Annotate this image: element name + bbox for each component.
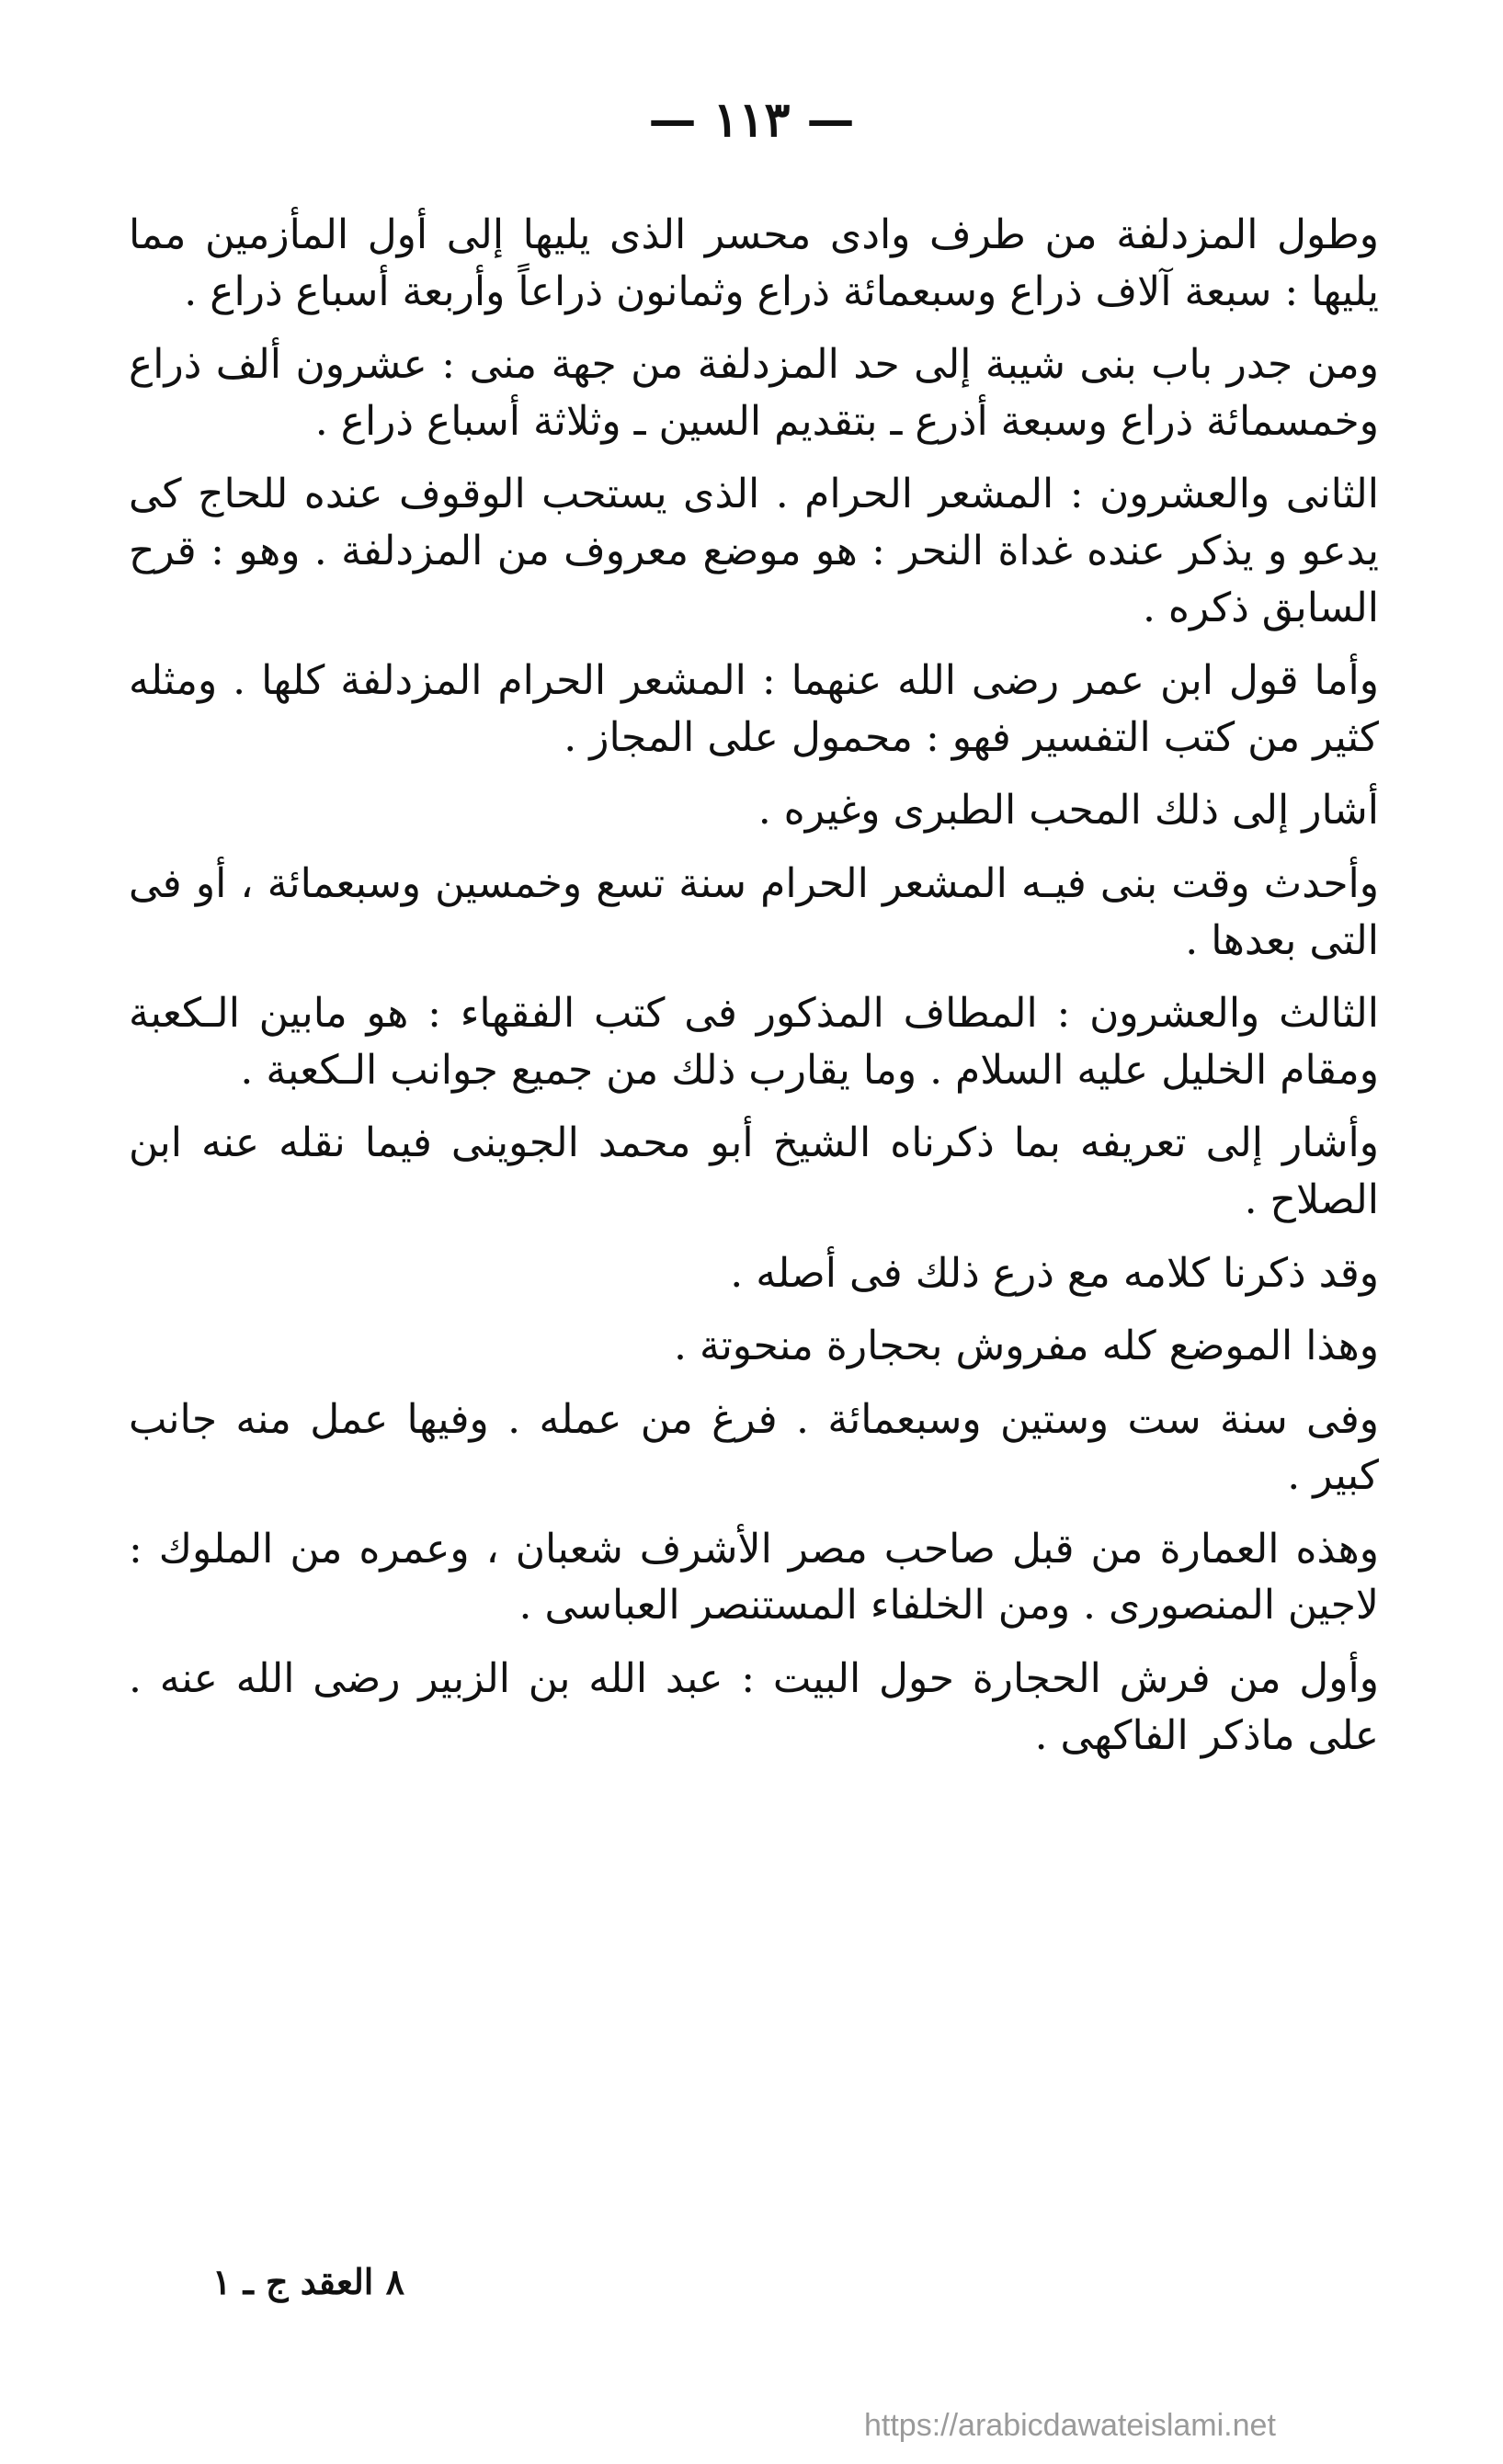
body-text (129, 207, 1379, 1780)
printer-signature: ٨ العقد ج ـ ١ (211, 2261, 404, 2302)
watermark-url: https://arabicdawateislami.net (864, 2408, 1276, 2443)
paragraph: وهذه العمارة من قبل صاحب مصر الأشرف شعبان ، وعمره من الملوك : لاجين المنصورى . ومن الخلفاء المستنصر العباسى . (129, 1525, 1379, 1629)
page-number: — ١١٣ — (648, 92, 855, 148)
paragraph: الثانى والعشرون : المشعر الحرام . الذى يستحب الوقوف عنده للحاج كى يدعو و يذكر عنده غداة النحر : هو موضع معروف من المزدلفة . وهو : قرح السابق ذكره . (129, 471, 1379, 631)
paragraph: وقد ذكرنا كلامه مع ذرع ذلك فى أصله . (730, 1249, 1379, 1297)
paragraph: وفى سنة ست وستين وسبعمائة . فرغ من عمله . وفيها عمل منه جانب كبير . (129, 1395, 1379, 1500)
paragraph: وهذا الموضع كله مفروش بحجارة منحوتة . (674, 1323, 1379, 1370)
paragraph: وأما قول ابن عمر رضى الله عنهما : المشعر الحرام المزدلفة كلها . ومثله كثير من كتب التفسير فهو : محمول على المجاز . (129, 657, 1379, 761)
paragraph: وأحدث وقت بنى فيـه المشعر الحرام سنة تسع وخمسين وسبعمائة ، أو فى التى بعدها . (129, 859, 1379, 964)
paragraph: وأول من فرش الحجارة حول البيت : عبد الله بن الزبير رضى الله عنه . على ماذكر الفاكهى . (129, 1655, 1379, 1759)
paragraph: وأشار إلى تعريفه بما ذكرناه الشيخ أبو محمد الجوينى فيما نقله عنه ابن الصلاح . (129, 1119, 1379, 1223)
paragraph: وطول المزدلفة من طرف وادى محسر الذى يليها إلى أول المأزمين مما يليها : سبعة آلاف ذراع وسبعمائة ذراع وثمانون ذراعاً وأربعة أسباع ذراع . (129, 211, 1379, 315)
paragraph: ومن جدر باب بنى شيبة إلى حد المزدلفة من جهة منى : عشرون ألف ذراع وخمسمائة ذراع وسبعة أذرع ـ بتقديم السين ـ وثلاثة أسباع ذراع . (129, 341, 1379, 445)
paragraph: أشار إلى ذلك المحب الطبرى وغيره . (757, 787, 1379, 835)
paragraph: الثالث والعشرون : المطاف المذكور فى كتب الفقهاء : هو مابين الـكعبة ومقام الخليل عليه السلام . وما يقارب ذلك من جميع جوانب الـكعبة . (129, 990, 1379, 1094)
